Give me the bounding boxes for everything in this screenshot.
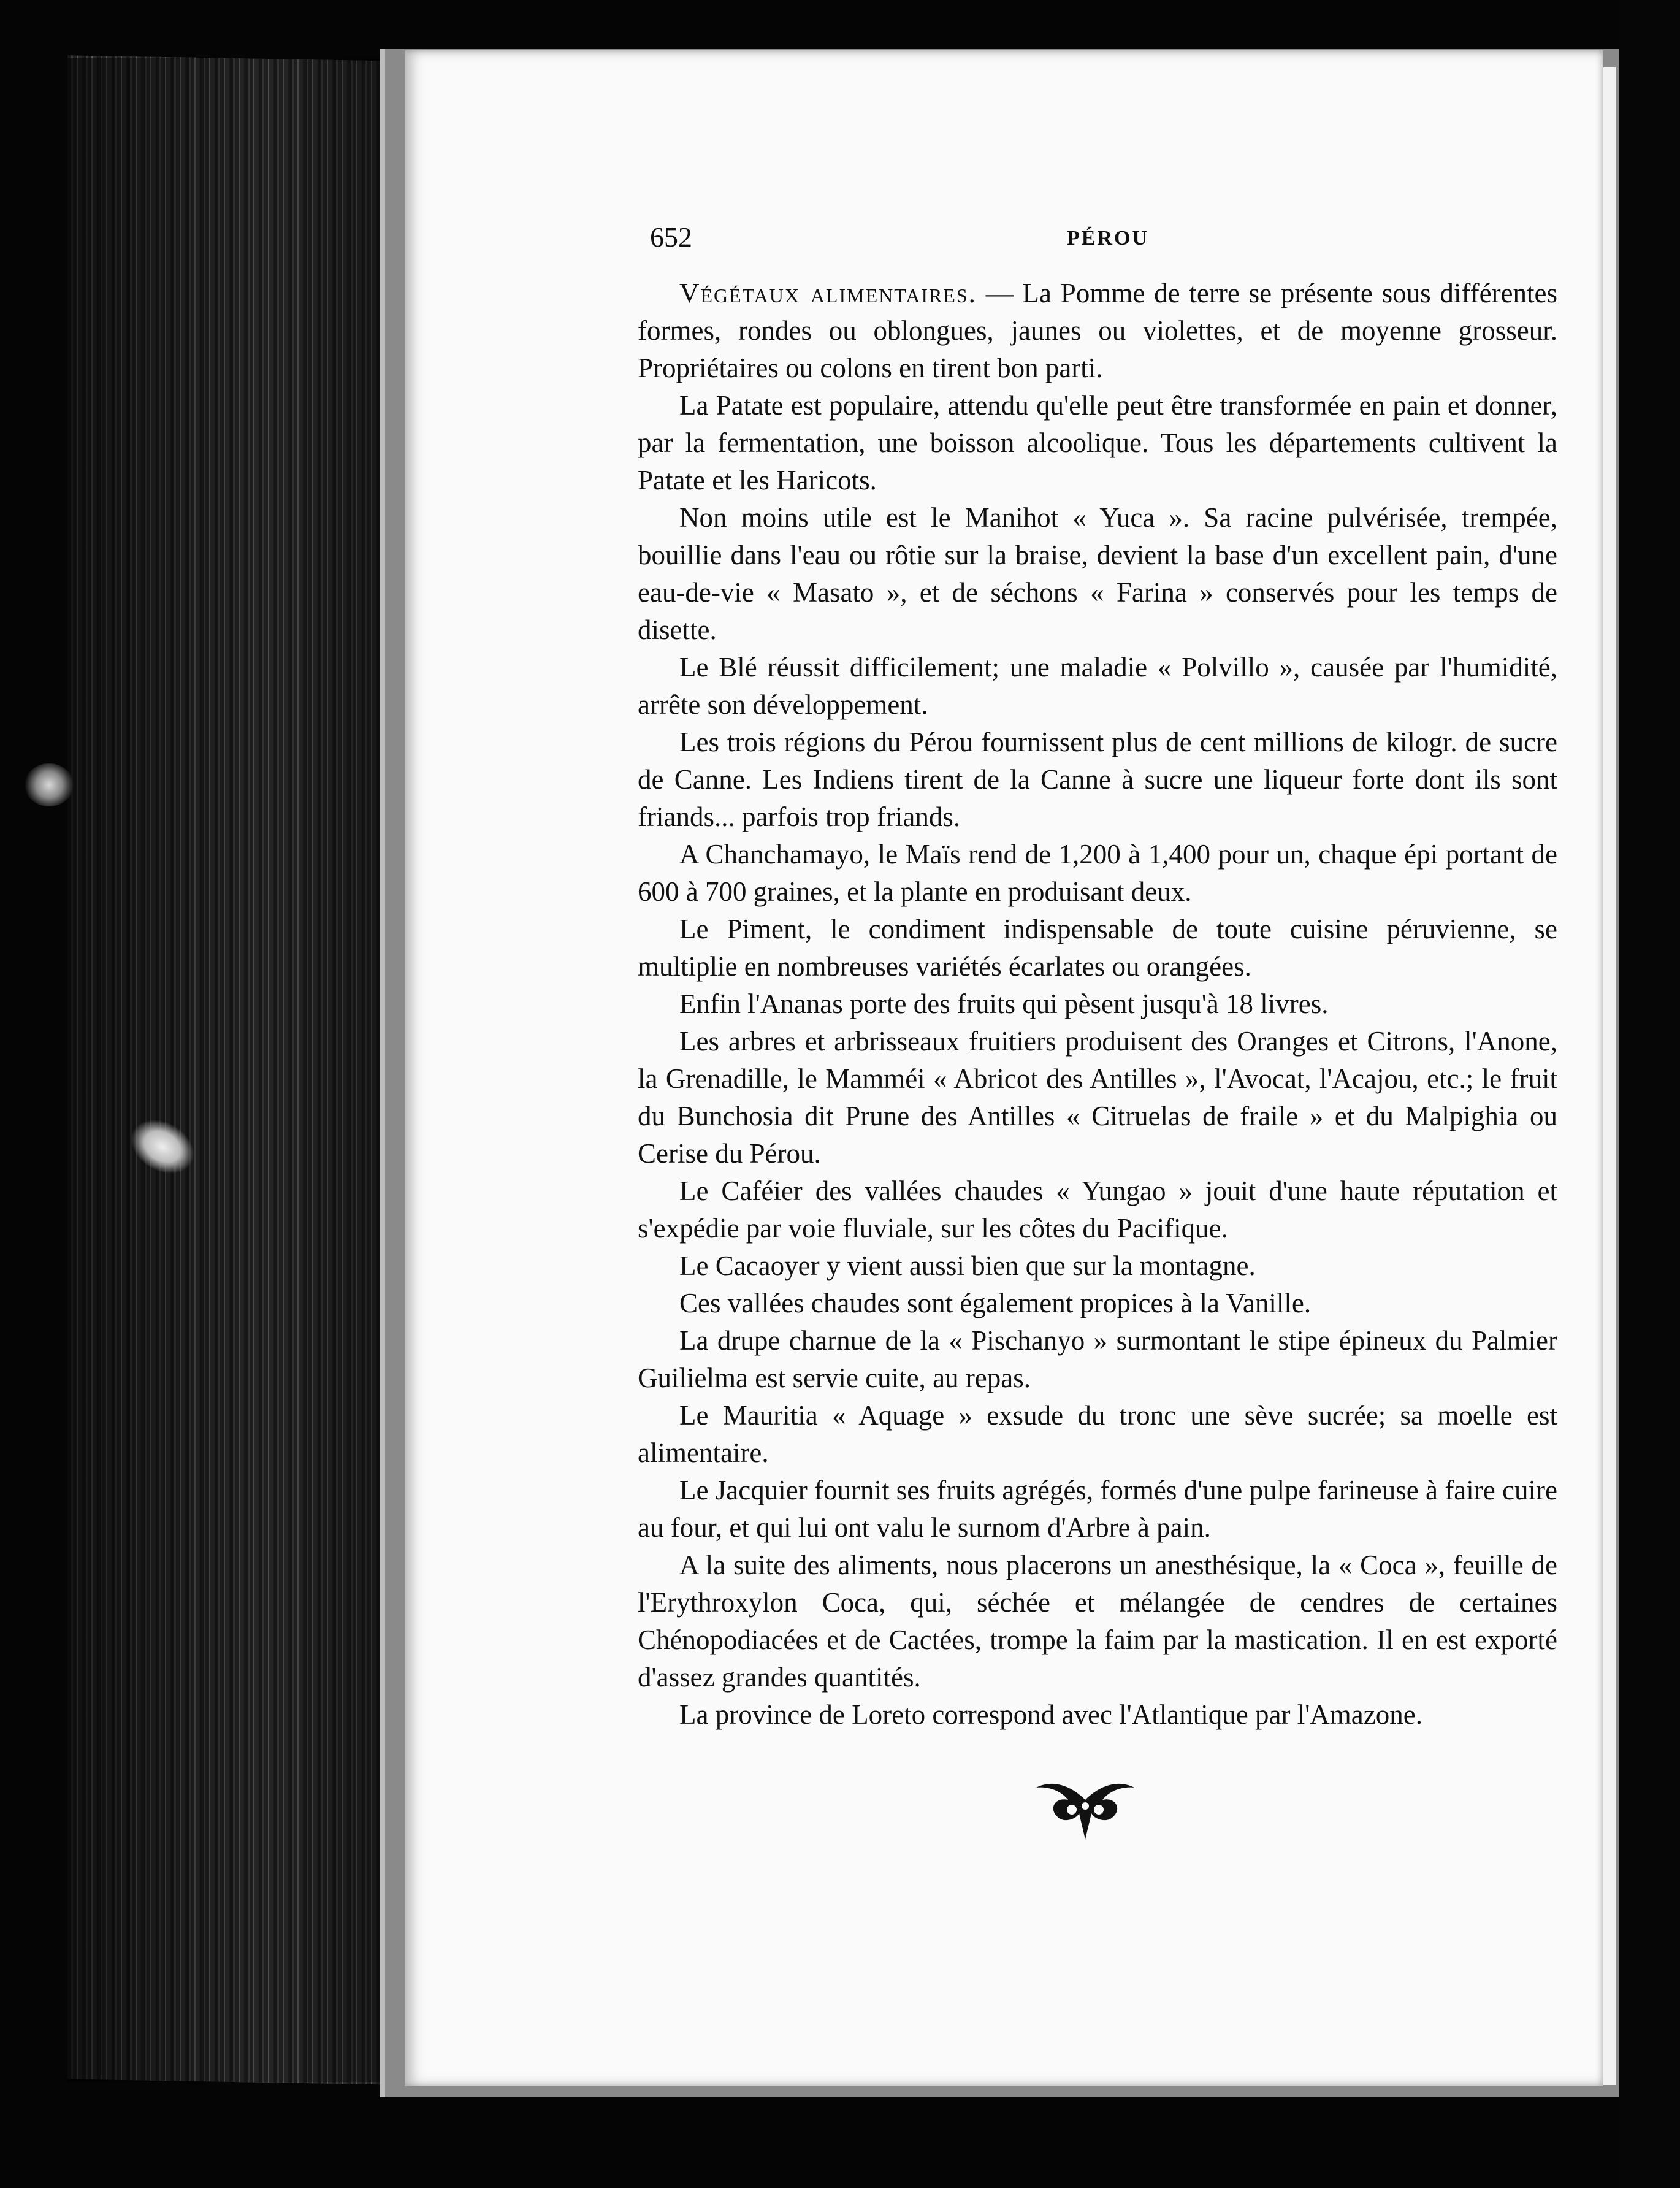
page-number: 652 [650,221,692,253]
paragraph: Le Piment, le condiment indispensable de toute cuisine péruvienne, se multiplie en nombreuses variétés écarlates ou orangées. [638,914,1557,982]
paragraph: A la suite des aliments, nous placerons un anesthésique, la « Coca », feuille de l'Erythroxylon Coca, qui, séchée et mélangée de cendres de certaines Chénopodiacées et de Cactées, trompe la faim par la mastication. Il en est exporté d'assez grandes quantités. [638,1550,1557,1693]
paragraph: Le Blé réussit difficilement; une maladie « Polvillo », causée par l'humidité, arrête son développement. [638,652,1557,720]
paragraph: Enfin l'Ananas porte des fruits qui pèsent jusqu'à 18 livres. [679,989,1329,1019]
body-text [638,275,1557,1734]
paragraph: Non moins utile est le Manihot « Yuca ». Sa racine pulvérisée, trempée, bouillie dans l'eau ou rôtie sur la braise, devient la base d'un excellent pain, d'une eau-de-vie « Masato », et de séchons « Farina » conservés pour les temps de disette. [638,502,1557,645]
paragraph: Le Mauritia « Aquage » exsude du tronc une sève sucrée; sa moelle est alimentaire. [638,1400,1557,1468]
paragraph: Les arbres et arbrisseaux fruitiers produisent des Oranges et Citrons, l'Anone, la Grenadille, le Mamméi « Abricot des Antilles », l'Avocat, l'Acajou, etc.; le fruit du Bunchosia dit Prune des Antilles « Citruelas de fraile » et du Malpighia ou Cerise du Pérou. [638,1026,1557,1169]
heading-dash: — [976,278,1023,308]
paragraph: Le Jacquier fournit ses fruits agrégés, formés d'une pulpe farineuse à faire cuire au four, et qui lui ont valu le surnom d'Arbre à pain. [638,1475,1557,1543]
paragraph: Les trois régions du Pérou fournissent plus de cent millions de kilogr. de sucre de Canne. Les Indiens tirent de la Canne à sucre une liqueur forte dont ils sont friands... parfois trop friands. [638,727,1557,832]
paragraph: La drupe charnue de la « Pischanyo » surmontant le stipe épineux du Palmier Guilielma est servie cuite, au repas. [638,1325,1557,1393]
section-heading: Végétaux alimentaires. [679,278,977,308]
facing-page-edge [1603,67,1616,2085]
paragraph: La Patate est populaire, attendu qu'elle peut être transformée en pain et donner, par la fermentation, une boisson alcoolique. Tous les départements cultivent la Patate et les Haricots. [638,390,1557,495]
paragraph: Ces vallées chaudes sont également propices à la Vanille. [679,1288,1312,1318]
light-glare [25,763,74,806]
paragraph-text: La Pomme de terre se présente sous différentes formes, rondes ou oblongues, jaunes ou violettes, et de moyenne grosseur. Propriétaires ou colons en tirent bon parti. [638,278,1558,383]
running-title: PÉROU [1067,227,1149,250]
page-header [650,221,1557,258]
paragraph: A Chanchamayo, le Maïs rend de 1,200 à 1,400 pour un, chaque épi portant de 600 à 700 graines, et la plante en produisant deux. [638,839,1557,907]
book-edge-shadow [67,58,399,2082]
paragraph: Le Caféier des vallées chaudes « Yungao » jouit d'une haute réputation et s'expédie par voie fluviale, sur les côtes du Pacifique. [638,1176,1557,1244]
paragraph: Le Cacaoyer y vient aussi bien que sur la montagne. [679,1250,1256,1281]
right-background [1619,0,1680,2188]
paragraph: La province de Loreto correspond avec l'Atlantique par l'Amazone. [679,1699,1422,1730]
paragraph [638,275,1557,387]
tailpiece-ornament-icon [1030,1775,1140,1843]
